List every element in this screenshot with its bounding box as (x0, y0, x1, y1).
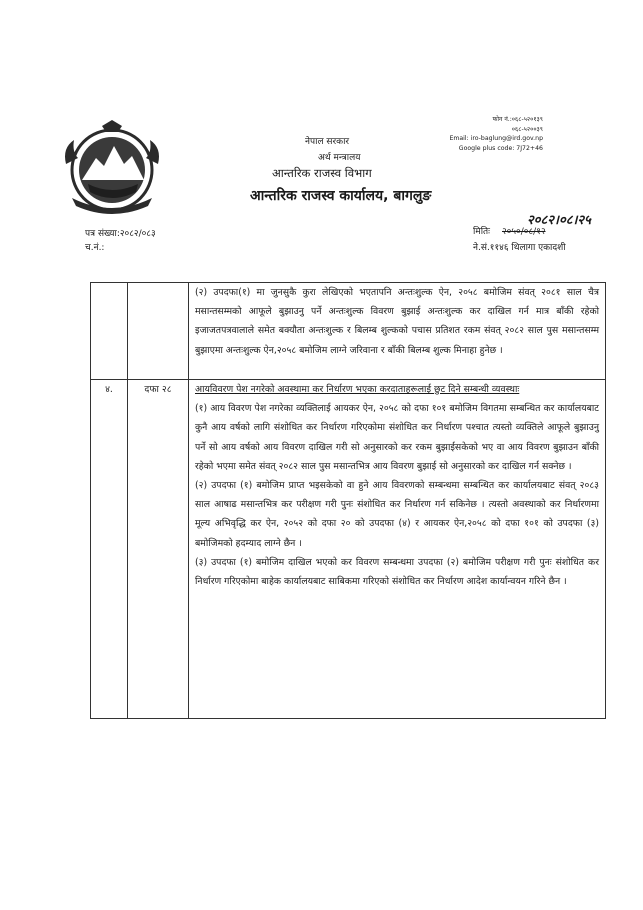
dispatch-number: च.नं.: (85, 243, 105, 253)
paragraph: (३) उपदफा (१) बमोजिम दाखिल भएको कर विवरण सम्बन्धमा उपदफा (२) बमोजिम परीक्षण गरी पुनः संशोधित कर निर्धारण गरिएकोमा बाहेक कार्यालयबाट साबिकमा गरिएको संशोधित कर निर्धारण आदेश कार्यान्वयन गरिने छैन । (195, 556, 599, 588)
government-title: नेपाल सरकार (305, 137, 350, 147)
letter-number: पत्र संख्या:२०८२/०८३ (85, 229, 156, 239)
handwritten-date: २०८२।०८।२५ (527, 213, 591, 228)
table-row (91, 283, 606, 380)
row-number: ४. (91, 380, 128, 719)
row-body (189, 380, 606, 719)
paragraph: (२) उपदफा(१) मा जुनसुकै कुरा लेखिएको भएतापनि अन्तःशुल्क ऐन, २०५८ बमोजिम संवत् २०८१ साल चैत्र मसान्तसम्मको आफूले बुझाउनु पर्ने अन्तःशुल्क विवरण बुझाई अन्तःशुल्क कर दाखिल गर्न मात्र बाँकी रहेको इजाजतपत्रवालाले समेत बक्यौता अन्तःशुल्क र बिलम्ब शुल्कको पचास प्रतिशत रकम संवत् २०८२ साल पुस मसान्तसम्म बुझाएमा अन्तःशुल्क ऐन,२०५८ बमोजिम लाग्ने जरिवाना र बाँकी बिलम्ब शुल्क मिनाहा हुनेछ । (195, 287, 599, 356)
provision-heading: आयविवरण पेश नगरेको अवस्थामा कर निर्धारण भएका करदाताहरूलाई छुट दिने सम्बन्धी व्यवस्थाः (195, 384, 520, 395)
provisions-table (90, 282, 606, 719)
date-label: मितिः (473, 227, 490, 237)
table-row (91, 380, 606, 719)
paragraph: (१) आय विवरण पेश नगरेका व्यक्तिलाई आयकर ऐन, २०५८ को दफा १०१ बमोजिम विगतमा सम्बन्धित कर कार्यालयबाट कुनै आय वर्षको लागि संशोधित कर निर्धारण गरिएकोमा संशोधित कर निर्धारण पश्चात त्यस्तो व्यक्तिले आफूले बुझाउनु पर्ने सो आय वर्षको आय विवरण दाखिल गरी सो अनुसारको कर रकम बुझाईसकेको भए वा आय विवरण बुझाउन बाँकी रहेको भएमा समेत संवत् २०८२ साल पुस मसान्तभित्र आय विवरण बुझाई सो अनुसारको कर दाखिल गर्न सक्नेछ । (195, 403, 599, 472)
email: Email: iro-baglung@ird.gov.np (449, 135, 543, 143)
google-plus-code: Google plus code: 7J72+46 (458, 144, 543, 152)
struck-date: २०५०/०८/१२ (502, 227, 546, 237)
row-number (91, 283, 128, 380)
nepal-samvat-date: ने.सं.११४६ थिलागा एकादशी (473, 243, 566, 253)
phone-1: फोन नं.:०६८-५२०१३९ (492, 116, 543, 123)
phone-2: ०६८-५२००३९ (511, 125, 543, 133)
row-section: दफा २८ (128, 380, 189, 719)
department-title: आन्तरिक राजस्व विभाग (272, 166, 372, 180)
contact-block (449, 115, 543, 153)
ministry-title: अर्थ मन्त्रालय (318, 153, 361, 163)
office-title: आन्तरिक राजस्व कार्यालय, बागलुङ (250, 188, 432, 204)
paragraph: (२) उपदफा (१) बमोजिम प्राप्त भइसकेको वा हुने आय विवरणको सम्बन्धमा सम्बन्धित कर कार्यालयबाट संवत् २०८३ साल आषाढ मसान्तभित्र कर परीक्षण गरी पुनः संशोधित कर निर्धारण गर्न सकिनेछ । त्यस्तो अवस्थाको कर निर्धारणमा मूल्य अभिवृद्धि कर ऐन, २०५२ को दफा २० को उपदफा (४) र आयकर ऐन,२०५८ को दफा १०१ को उपदफा (३) बमोजिमको हदम्याद लाग्ने छैन । (195, 480, 599, 549)
row-section (128, 283, 189, 380)
government-emblem (58, 118, 166, 218)
row-body (189, 283, 606, 380)
